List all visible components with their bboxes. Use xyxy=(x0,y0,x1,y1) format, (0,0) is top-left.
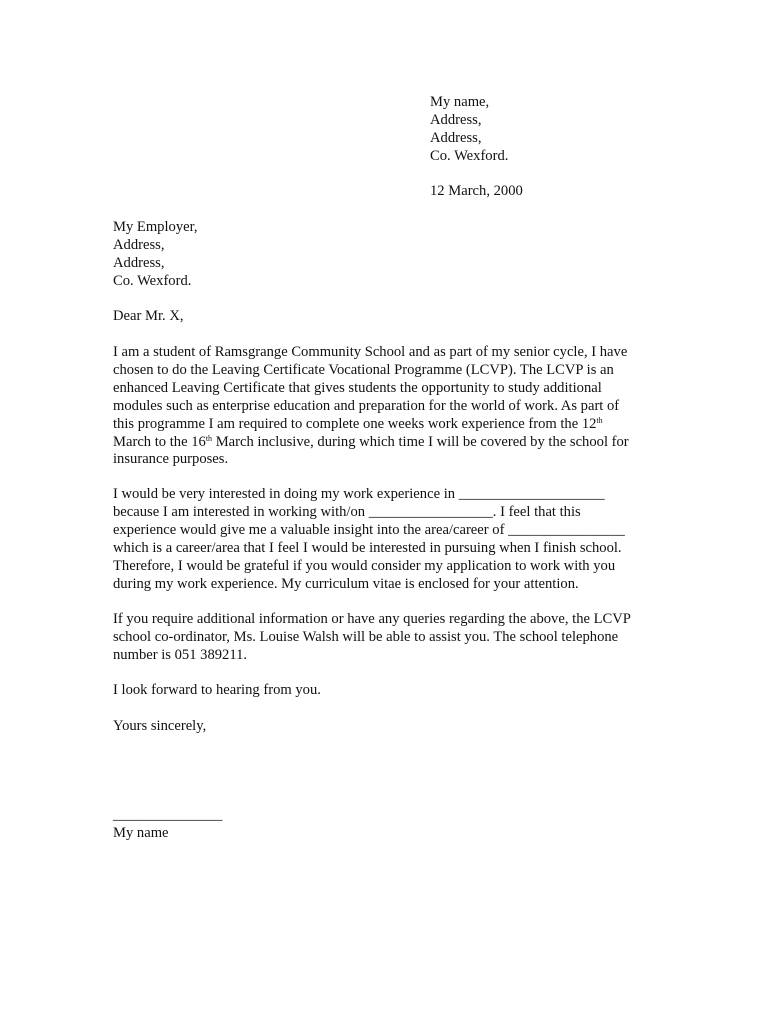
sender-address-line-1: Address, xyxy=(430,111,482,128)
paragraph-line: chosen to do the Leaving Certificate Vocational Programme (LCVP). The LCVP is an xyxy=(113,361,614,378)
paragraph-line: insurance purposes. xyxy=(113,451,229,468)
recipient-county: Co. Wexford. xyxy=(113,272,192,289)
paragraph-text: this programme I am required to complete one weeks work experience from the 12 xyxy=(113,415,597,432)
sender-county: Co. Wexford. xyxy=(430,147,509,164)
recipient-address-block xyxy=(113,219,513,291)
paragraph-line: because I am interested in working with/on _________________. I feel that this xyxy=(113,503,581,520)
sender-address-block xyxy=(430,94,730,166)
ordinal-suffix: th xyxy=(205,433,213,443)
signature-line: _______________ xyxy=(113,807,223,823)
signature-name: My name xyxy=(113,825,169,841)
paragraph-line: number is 051 389211. xyxy=(113,646,248,663)
paragraph-text: March to the 16 xyxy=(113,433,206,450)
paragraph-line: which is a career/area that I feel I would be interested in pursuing when I finish school. xyxy=(113,539,622,556)
ordinal-suffix: th xyxy=(596,415,603,425)
paragraph-line: Therefore, I would be grateful if you would consider my application to work with you xyxy=(113,557,616,574)
recipient-address-line-1: Address, xyxy=(113,236,165,253)
paragraph-line: during my work experience. My curriculum vitae is enclosed for your attention. xyxy=(113,575,579,592)
paragraph-line: I would be very interested in doing my work experience in ____________________ xyxy=(113,486,605,502)
paragraph-introduction xyxy=(113,344,673,469)
salutation: Dear Mr. X, xyxy=(113,308,184,324)
recipient-name: My Employer, xyxy=(113,219,198,235)
paragraph-line: experience would give me a valuable insight into the area/career of ________________ xyxy=(113,521,625,538)
letter-date: 12 March, 2000 xyxy=(430,183,523,199)
closing-line: I look forward to hearing from you. xyxy=(113,682,321,698)
recipient-address-line-2: Address, xyxy=(113,254,165,271)
sender-address-line-2: Address, xyxy=(430,129,482,146)
paragraph-line: enhanced Leaving Certificate that gives students the opportunity to study additional xyxy=(113,379,602,396)
paragraph-line xyxy=(113,416,673,434)
paragraph-interest xyxy=(113,486,673,593)
paragraph-line: If you require additional information or have any queries regarding the above, the LCVP xyxy=(113,611,631,627)
paragraph-text: March inclusive, during which time I will be covered by the school for xyxy=(212,433,629,450)
sender-name: My name, xyxy=(430,94,490,110)
paragraph-line xyxy=(113,434,673,452)
paragraph-contact-info xyxy=(113,611,673,665)
paragraph-line: modules such as enterprise education and preparation for the world of work. As part of xyxy=(113,397,620,414)
paragraph-line: school co-ordinator, Ms. Louise Walsh will be able to assist you. The school telephone xyxy=(113,628,619,645)
paragraph-line: I am a student of Ramsgrange Community School and as part of my senior cycle, I have xyxy=(113,344,628,360)
sign-off: Yours sincerely, xyxy=(113,718,207,734)
